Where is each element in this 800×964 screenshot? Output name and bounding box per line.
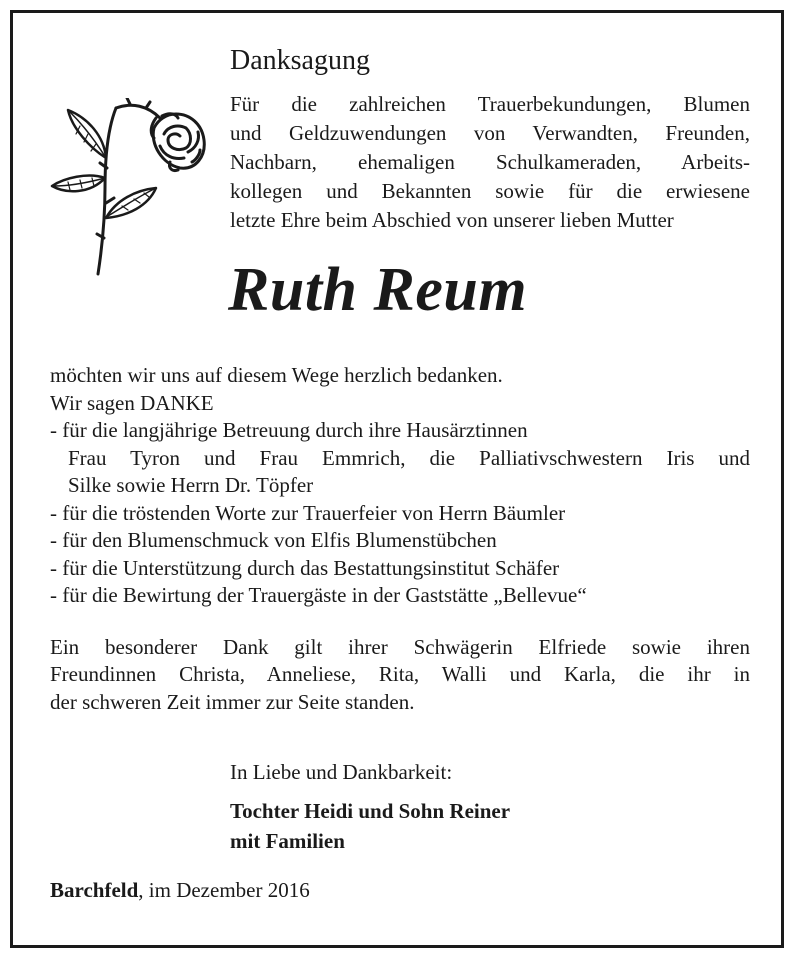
date-text: , im Dezember 2016	[138, 878, 310, 902]
thanks-item-continuation: Silke sowie Herrn Dr. Töpfer	[68, 473, 314, 497]
thanks-item: - für die langjährige Betreuung durch ihre Hausärztinnen	[50, 418, 528, 442]
signer-line: Tochter Heidi und Sohn Reiner	[230, 799, 511, 823]
intro-line: letzte Ehre beim Abschied von unserer lieben Mutter	[230, 208, 674, 232]
signer-line: mit Familien	[230, 829, 345, 853]
thanks-body	[50, 362, 750, 716]
intro-paragraph	[230, 90, 750, 235]
thanks-item: - für die Bewirtung der Trauergäste in der Gaststätte „Bellevue“	[50, 583, 587, 607]
signers	[230, 796, 510, 856]
special-thanks-line: Ein besonderer Dank gilt ihrer Schwägerin Elfriede sowie ihren	[50, 634, 750, 659]
thanks-item: - für die tröstenden Worte zur Trauerfeier von Herrn Bäumler	[50, 500, 566, 525]
special-thanks-line: Freundinnen Christa, Anneliese, Rita, Walli und Karla, die ihr in	[50, 662, 750, 686]
place-date	[50, 876, 310, 904]
body-line: möchten wir uns auf diesem Wege herzlich bedanken.	[50, 363, 503, 387]
intro-line: Nachbarn, ehemaligen Schulkameraden, Arbeits-	[230, 150, 750, 174]
place-name: Barchfeld	[50, 878, 139, 902]
body-line: Wir sagen DANKE	[50, 390, 214, 415]
thanks-item: - für die Unterstützung durch das Bestattungsinstitut Schäfer	[50, 555, 560, 580]
special-thanks-line: der schweren Zeit immer zur Seite standen.	[50, 689, 415, 714]
intro-line: Für die zahlreichen Trauerbekundungen, Blumen	[230, 92, 750, 116]
heading-danksagung: Danksagung	[230, 45, 370, 76]
thanks-item-continuation: Frau Tyron und Frau Emmrich, die Palliativschwestern Iris und	[68, 445, 750, 470]
intro-line: kollegen und Bekannten sowie für die erwiesene	[230, 179, 750, 203]
rose-icon	[50, 98, 210, 278]
deceased-name: Ruth Reum	[228, 256, 528, 324]
intro-line: und Geldzuwendungen von Verwandten, Freunden,	[230, 121, 750, 145]
thanks-item: - für den Blumenschmuck von Elfis Blumenstübchen	[50, 528, 497, 552]
closing-phrase: In Liebe und Dankbarkeit:	[230, 760, 453, 784]
